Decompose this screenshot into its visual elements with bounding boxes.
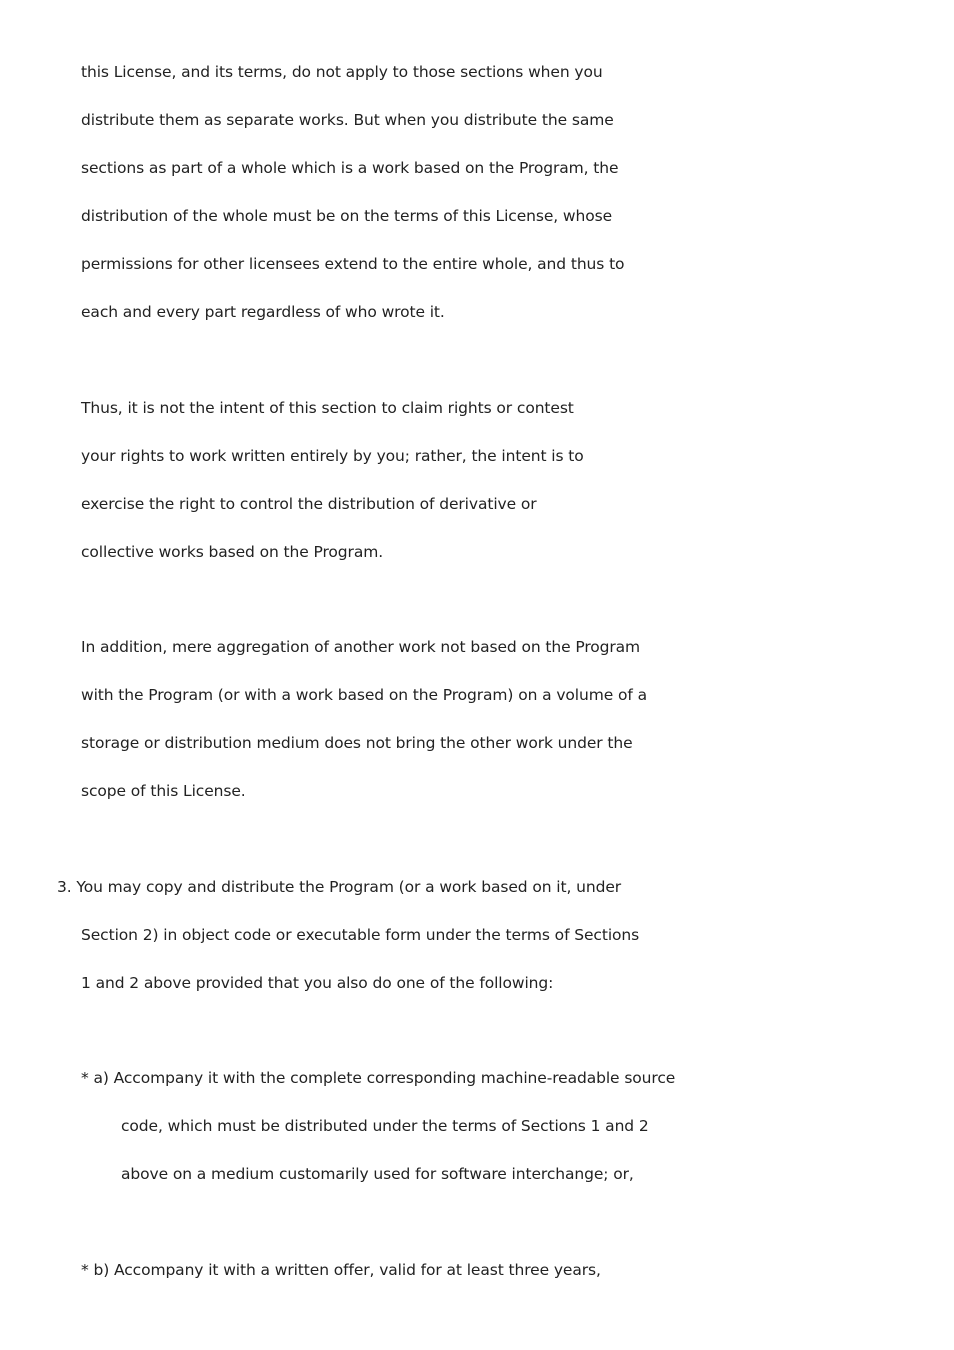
- text-line: your rights to work written entirely by you; rather, the intent is to: [81, 447, 584, 465]
- text-line: above on a medium customarily used for software interchange; or,: [121, 1165, 634, 1183]
- text-line: sections as part of a whole which is a work based on the Program, the: [81, 159, 619, 177]
- text-line: this License, and its terms, do not apply to those sections when you: [81, 63, 603, 81]
- text-line: Thus, it is not the intent of this section to claim rights or contest: [81, 399, 574, 417]
- text-line: exercise the right to control the distribution of derivative or: [81, 495, 537, 513]
- text-line: scope of this License.: [81, 782, 246, 800]
- text-line: each and every part regardless of who wrote it.: [81, 303, 445, 321]
- text-line: code, which must be distributed under the terms of Sections 1 and 2: [121, 1117, 649, 1135]
- text-line: distribution of the whole must be on the terms of this License, whose: [81, 207, 613, 225]
- section-heading-line: 3. You may copy and distribute the Program (or a work based on it, under: [57, 878, 622, 896]
- list-item-line: * b) Accompany it with a written offer, valid for at least three years,: [81, 1261, 601, 1279]
- text-line: distribute them as separate works. But when you distribute the same: [81, 111, 614, 129]
- text-line: permissions for other licensees extend to the entire whole, and thus to: [81, 255, 625, 273]
- text-line: In addition, mere aggregation of another work not based on the Program: [81, 638, 641, 656]
- text-line: with the Program (or with a work based on the Program) on a volume of a: [81, 686, 647, 704]
- text-line: storage or distribution medium does not bring the other work under the: [81, 734, 633, 752]
- text-line: 1 and 2 above provided that you also do one of the following:: [81, 974, 554, 992]
- list-item-line: * a) Accompany it with the complete corresponding machine-readable source: [81, 1069, 676, 1087]
- text-line: collective works based on the Program.: [81, 543, 384, 561]
- text-line: Section 2) in object code or executable form under the terms of Sections: [81, 926, 640, 944]
